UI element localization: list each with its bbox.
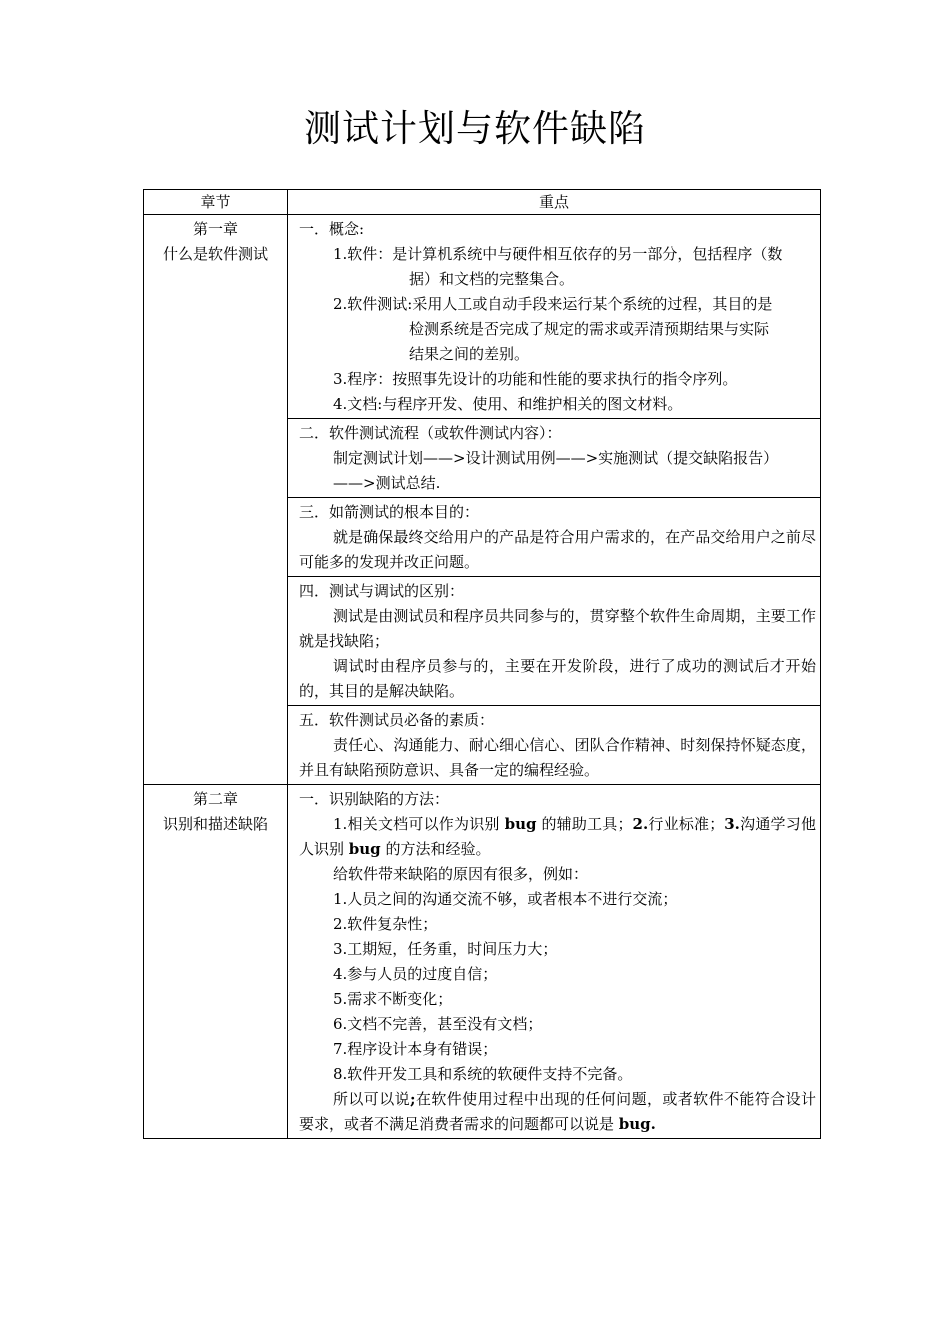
section-heading: 二．软件测试流程（或软件测试内容）： xyxy=(299,424,562,442)
list-item: 2.软件测试:采用人工或自动手段来运行某个系统的过程，其目的是 xyxy=(333,295,773,313)
list-item: 3.程序：按照事先设计的功能和性能的要求执行的指令序列。 xyxy=(333,370,738,388)
ch1-section5 xyxy=(288,706,821,785)
header-chapter: 章节 xyxy=(144,190,288,215)
list-item: 2.软件复杂性； xyxy=(333,915,438,933)
table-row xyxy=(144,785,821,1139)
chapter1-label: 第一章 xyxy=(192,220,238,238)
text-run-bold: bug. xyxy=(618,1115,656,1133)
text-line: ——>测试总结. xyxy=(333,474,441,492)
text-run: 在软件使用过程中出现的任何问题，或者软件不能符合设计要求，或者不满足消费者需求的问题都可以说是 xyxy=(299,1090,816,1133)
paragraph: 调试时由程序员参与的，主要在开发阶段，进行了成功的测试后才开始的，其目的是解决缺陷。 xyxy=(299,657,816,700)
text-line: 制定测试计划——>设计测试用例——>实施测试（提交缺陷报告） xyxy=(333,449,779,467)
ch2-section1 xyxy=(288,785,821,1139)
document-title: 测试计划与软件缺陷 xyxy=(304,107,646,150)
text-run-bold: bug xyxy=(504,815,537,833)
list-item: 6.文档不完善，甚至没有文档； xyxy=(333,1015,543,1033)
chapter1-name: 什么是软件测试 xyxy=(162,245,268,263)
text-line: 给软件带来缺陷的原因有很多，例如： xyxy=(333,865,589,883)
section-heading: 四．测试与调试的区别： xyxy=(299,582,465,600)
list-item: 1.人员之间的沟通交流不够，或者根本不进行交流； xyxy=(333,890,678,908)
text-run: 1.相关文档可以作为识别 xyxy=(333,815,505,833)
section-heading: 三．如箭测试的根本目的： xyxy=(299,503,480,521)
chapter2-cell xyxy=(144,785,288,1139)
paragraph: 责任心、沟通能力、耐心细心信心、团队合作精神、时刻保持怀疑态度，并且有缺陷预防意识、具备一定的编程经验。 xyxy=(299,736,816,779)
list-item: 5.需求不断变化； xyxy=(333,990,453,1008)
text-run: 行业标准； xyxy=(648,815,725,833)
header-keypoints: 重点 xyxy=(288,190,821,215)
text-run-bold: 2. xyxy=(632,815,649,833)
section-heading: 一．识别缺陷的方法： xyxy=(299,790,450,808)
list-item: 1.软件：是计算机系统中与硬件相互依存的另一部分，包括程序（数 xyxy=(333,245,783,263)
table-header-row xyxy=(144,190,821,215)
list-item: 7.程序设计本身有错误； xyxy=(333,1040,498,1058)
ch1-section4 xyxy=(288,577,821,706)
paragraph: 就是确保最终交给用户的产品是符合用户需求的，在产品交给用户之前尽可能多的发现并改正问题。 xyxy=(299,528,816,571)
text-run: 沟通学习他人识别 xyxy=(299,815,816,858)
list-item: 4.参与人员的过度自信； xyxy=(333,965,498,983)
text-run: 的方法和经验。 xyxy=(380,840,491,858)
text-run-bold: 3. xyxy=(724,815,740,833)
chapter2-label: 第二章 xyxy=(192,790,238,808)
section-heading: 五．软件测试员必备的素质： xyxy=(299,711,495,729)
paragraph-conclusion xyxy=(299,1087,816,1137)
list-item-continuation: 检测系统是否完成了规定的需求或弄清预期结果与实际 xyxy=(409,320,770,338)
list-item: 4.文档:与程序开发、使用、和维护相关的图文材料。 xyxy=(333,395,683,413)
ch1-section1 xyxy=(288,215,821,419)
table-row xyxy=(144,215,821,419)
list-item-continuation: 结果之间的差别。 xyxy=(409,345,530,363)
list-item-continuation: 据）和文档的完整集合。 xyxy=(409,270,575,288)
text-run-bold: ; xyxy=(410,1090,416,1108)
paragraph-methods xyxy=(299,812,816,862)
paragraph: 测试是由测试员和程序员共同参与的，贯穿整个软件生命周期，主要工作就是找缺陷； xyxy=(299,607,816,650)
chapter1-cell xyxy=(144,215,288,785)
text-run: 的辅助工具； xyxy=(536,815,633,833)
ch1-section3 xyxy=(288,498,821,577)
chapter2-name: 识别和描述缺陷 xyxy=(162,815,268,833)
text-run: 所以可以说 xyxy=(333,1090,411,1108)
text-run-bold: bug xyxy=(348,840,381,858)
list-item: 3.工期短，任务重，时间压力大； xyxy=(333,940,558,958)
content-table xyxy=(143,189,821,1139)
section-heading: 一．概念: xyxy=(299,220,365,238)
ch1-section2 xyxy=(288,419,821,498)
list-item: 8.软件开发工具和系统的软硬件支持不完备。 xyxy=(333,1065,633,1083)
